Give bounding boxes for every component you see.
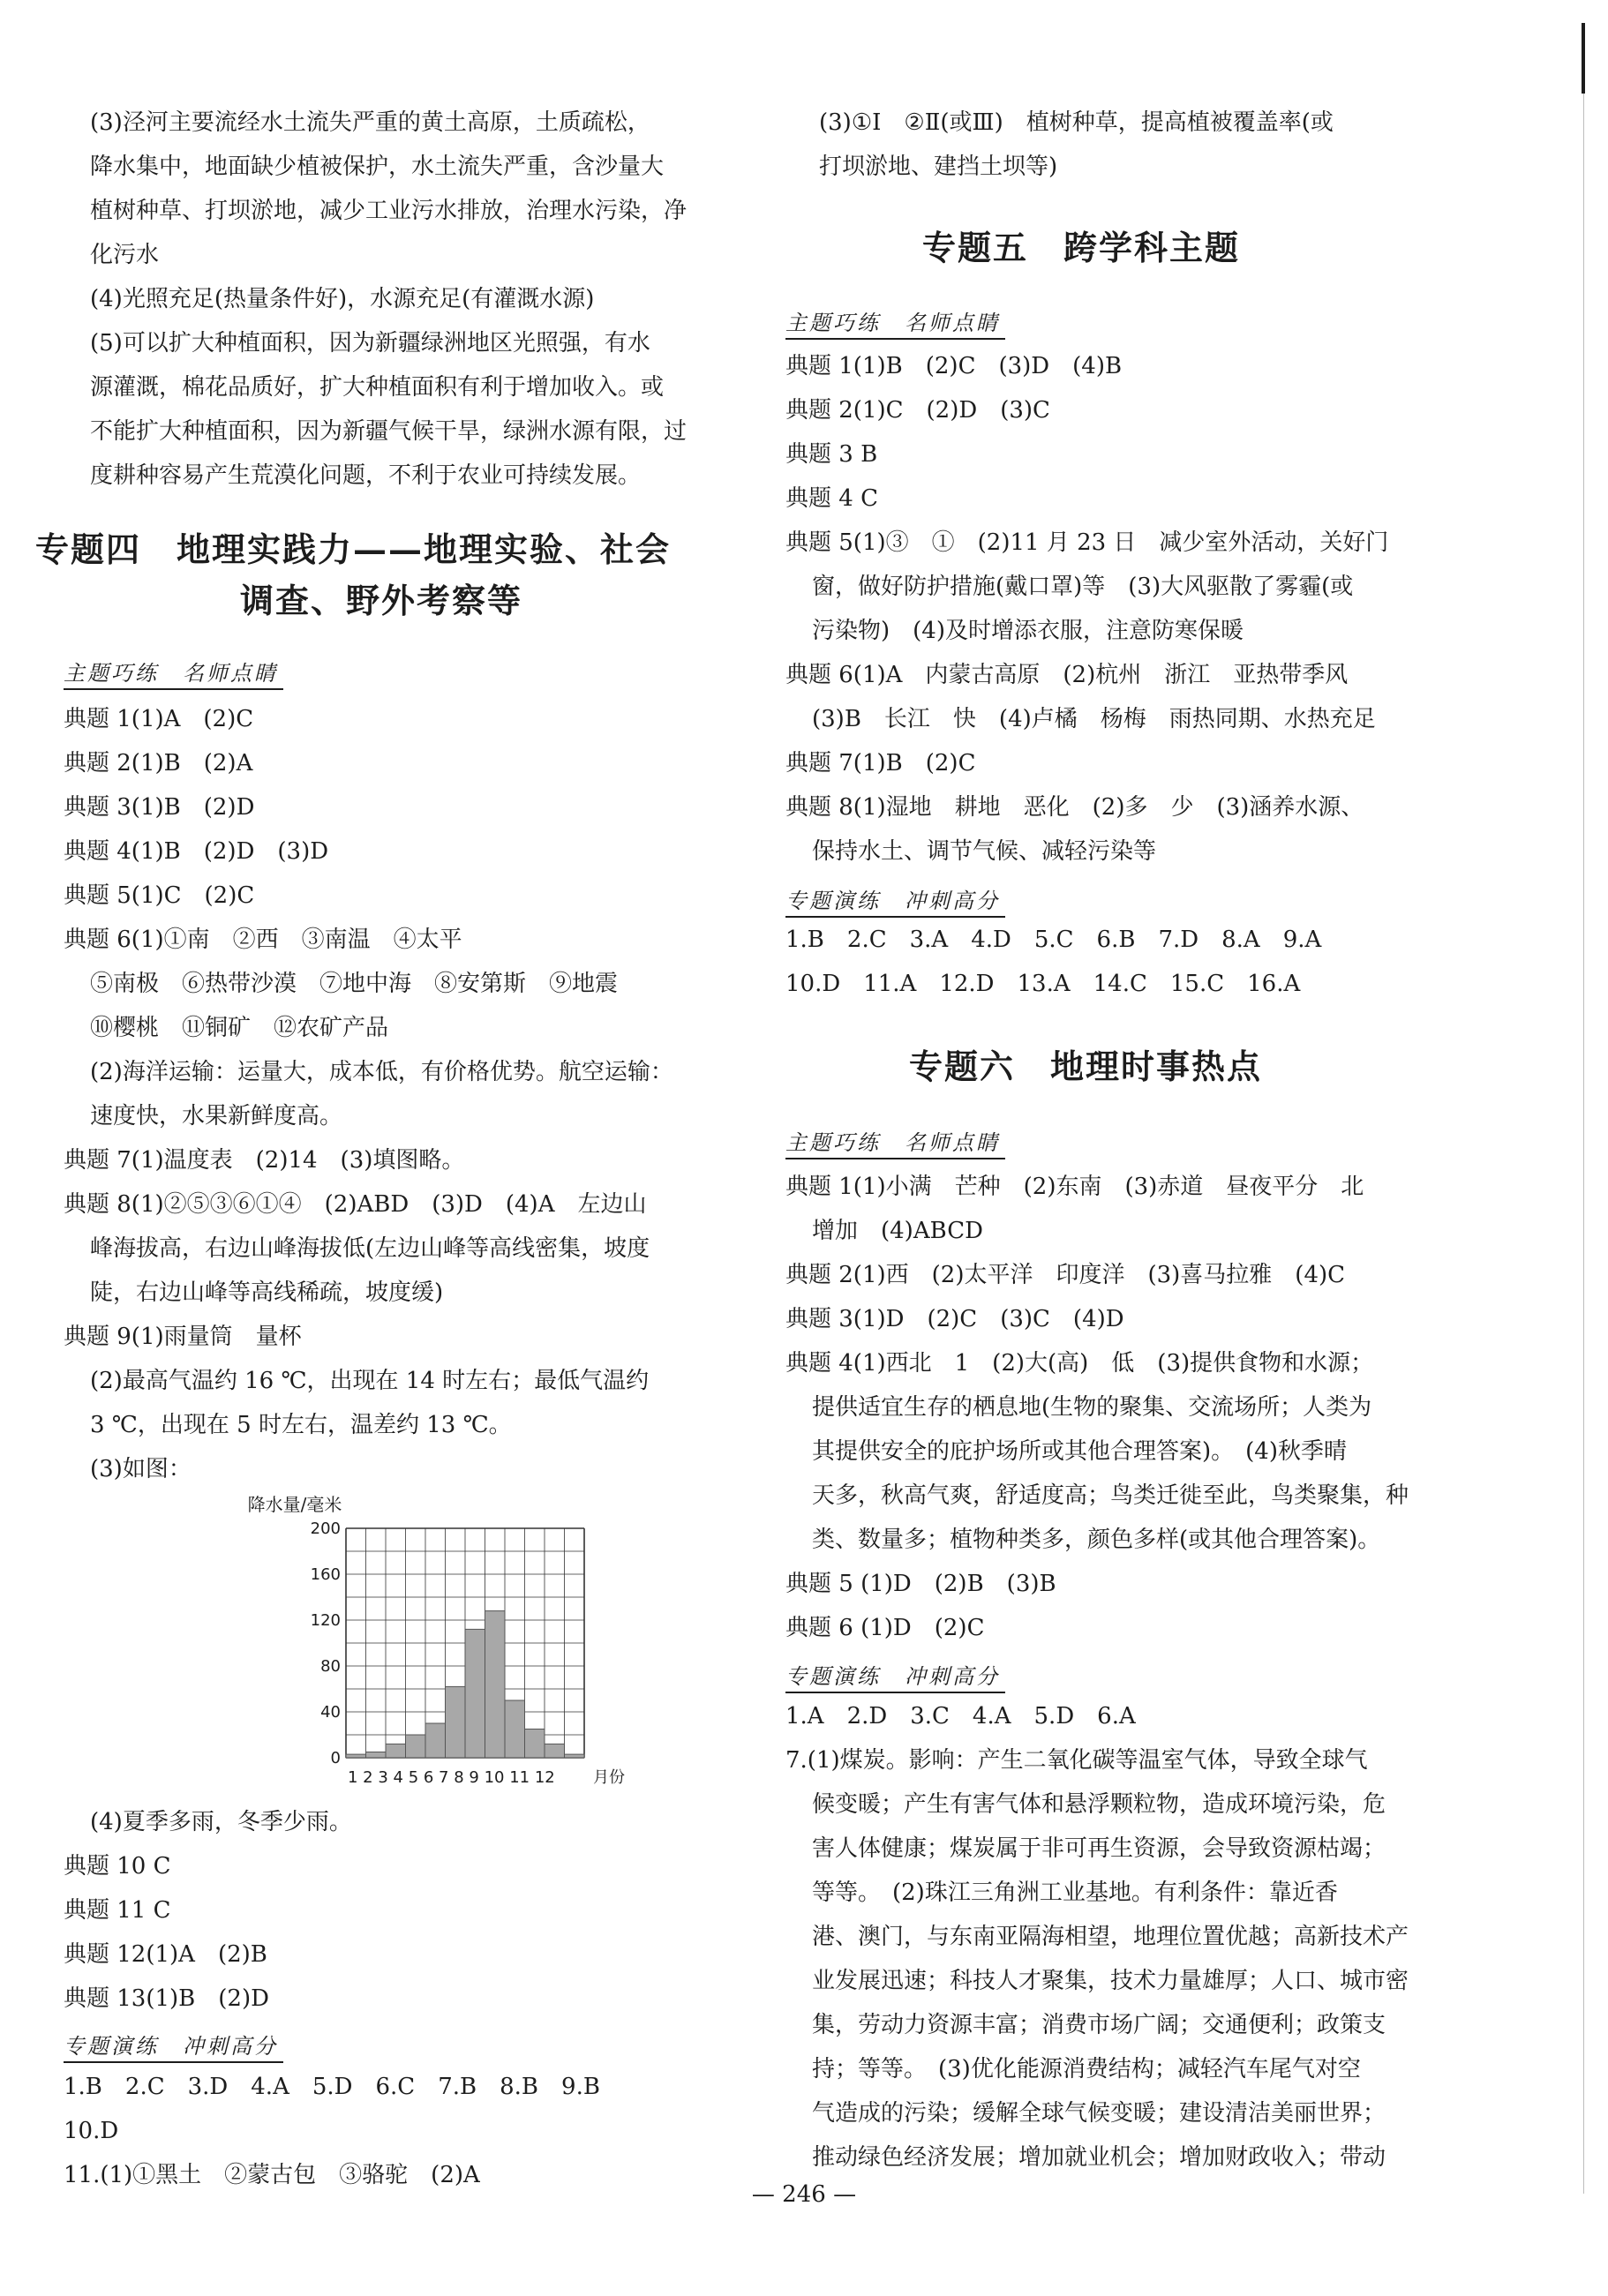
chart-xlabel: 月份 xyxy=(593,1768,625,1787)
answer-line: 化污水 xyxy=(90,242,160,268)
answer-line: 典题 12(1)A (2)B xyxy=(64,1941,267,1968)
answer-line: 典题 3(1)D (2)C (3)C (4)D xyxy=(785,1306,1124,1332)
chart-y-tick-label: 200 xyxy=(310,1519,341,1538)
answer-line: 典题 2(1)西 (2)太平洋 印度洋 (3)喜马拉雅 (4)C xyxy=(785,1262,1346,1288)
answer-line: 陡，右边山峰等高线稀疏，坡度缓) xyxy=(90,1279,444,1306)
chart-bar-month-8 xyxy=(485,1611,506,1758)
answer-line: 10.D 11.A 12.D 13.A 14.C 15.C 16.A xyxy=(785,971,1301,997)
answer-line: 1.B 2.C 3.A 4.D 5.C 6.B 7.D 8.A 9.A xyxy=(785,927,1322,953)
answer-line: (5)可以扩大种植面积，因为新疆绿洲地区光照强，有水 xyxy=(90,330,650,356)
answer-line: (3)如图： xyxy=(90,1456,192,1482)
chart-y-tick-label: 160 xyxy=(310,1565,341,1584)
chart-bar-month-11 xyxy=(545,1744,565,1758)
answer-line: 3 ℃，出现在 5 时左右，温差约 13 ℃。 xyxy=(90,1412,512,1438)
answer-line: 峰海拔高，右边山峰海拔低(左边山峰等高线密集，坡度 xyxy=(90,1235,650,1262)
answer-line: 典题 4(1)B (2)D (3)D xyxy=(64,838,329,865)
chart-bar-month-10 xyxy=(525,1730,545,1759)
answer-line: 度耕种容易产生荒漠化问题，不利于农业可持续发展。 xyxy=(90,462,642,489)
answer-line: 典题 2(1)B (2)A xyxy=(64,750,253,777)
chart-ylabel: 降水量/毫米 xyxy=(247,1494,342,1515)
answer-line: 不能扩大种植面积，因为新疆气候干旱，绿洲水源有限，过 xyxy=(90,418,688,445)
answer-line: 典题 3(1)B (2)D xyxy=(64,794,255,821)
answer-line: 降水集中，地面缺少植被保护，水土流失严重，含沙量大 xyxy=(90,154,665,180)
chart-bar-month-9 xyxy=(505,1700,525,1758)
page-number: — 246 — xyxy=(751,2181,857,2208)
answer-line: 港、澳门，与东南亚隔海相望，地理位置优越；高新技术产 xyxy=(812,1924,1409,1950)
answer-line: (3)B 长江 快 (4)卢橘 杨梅 雨热同期、水热充足 xyxy=(812,706,1376,732)
answer-line: 典题 6 (1)D (2)C xyxy=(785,1615,985,1641)
answer-line: 典题 1(1)小满 芒种 (2)东南 (3)赤道 昼夜平分 北 xyxy=(785,1174,1364,1200)
answer-line: 10.D xyxy=(64,2118,119,2144)
answer-line: (2)海洋运输：运量大，成本低，有价格优势。航空运输： xyxy=(90,1059,673,1085)
answer-line: 其提供安全的庇护场所或其他合理答案)。 (4)秋季晴 xyxy=(812,1438,1347,1465)
answer-line: 类、数量多；植物种类多，颜色多样(或其他合理答案)。 xyxy=(812,1527,1381,1553)
page-edge-line xyxy=(1583,94,1584,2194)
answer-line: 天多，秋高气爽，舒适度高；鸟类迁徙至此，鸟类聚集，种 xyxy=(812,1482,1409,1509)
answer-line: (4)夏季多雨，冬季少雨。 xyxy=(90,1809,352,1835)
answer-line: 速度快，水果新鲜度高。 xyxy=(90,1103,343,1129)
answer-line: 候变暖；产生有害气体和悬浮颗粒物，造成环境污染，危 xyxy=(812,1791,1386,1818)
answer-line: 典题 13(1)B (2)D xyxy=(64,1985,269,2012)
chart-bar-month-7 xyxy=(465,1629,485,1758)
answer-line: 1.B 2.C 3.D 4.A 5.D 6.C 7.B 8.B 9.B xyxy=(64,2074,600,2100)
answer-line: 典题 2(1)C (2)D (3)C xyxy=(785,397,1050,424)
answer-line: 典题 11 C xyxy=(64,1897,171,1924)
answer-line: 典题 5(1)C (2)C xyxy=(64,882,255,909)
chart-bar-month-1 xyxy=(346,1754,366,1758)
page-edge-mark xyxy=(1582,23,1585,94)
answer-line: 业发展迅速；科技人才聚集，技术力量雄厚；人口、城市密 xyxy=(812,1968,1409,1994)
section-tag: 主题巧练 名师点睛 xyxy=(785,305,1000,336)
answer-line: 源灌溉，棉花品质好，扩大种植面积有利于增加收入。或 xyxy=(90,374,665,401)
answer-line: 典题 9(1)雨量筒 量杯 xyxy=(64,1324,302,1350)
answer-line: 典题 7(1)温度表 (2)14 (3)填图略。 xyxy=(64,1147,465,1174)
answer-line: 保持水土、调节气候、减轻污染等 xyxy=(812,838,1157,865)
answer-line: 气造成的污染；缓解全球气候变暖；建设清洁美丽世界； xyxy=(812,2100,1386,2127)
answer-line: 典题 5 (1)D (2)B (3)B xyxy=(785,1571,1056,1597)
section-tag: 主题巧练 名师点睛 xyxy=(785,1125,1000,1156)
answer-line: 7.(1)煤炭。影响：产生二氧化碳等温室气体，导致全球气 xyxy=(785,1747,1368,1774)
answer-line: 典题 1(1)B (2)C (3)D (4)B xyxy=(785,353,1123,379)
answer-line: 典题 6(1)A 内蒙古高原 (2)杭州 浙江 亚热带季风 xyxy=(785,662,1349,688)
chart-bar-month-6 xyxy=(446,1686,466,1758)
answer-line: 1.A 2.D 3.C 4.A 5.D 6.A xyxy=(785,1703,1136,1730)
answer-line: 典题 4 C xyxy=(785,485,878,512)
answer-line: 典题 8(1)湿地 耕地 恶化 (2)多 少 (3)涵养水源、 xyxy=(785,794,1364,821)
answer-line: 污染物) (4)及时增添衣服，注意防寒保暖 xyxy=(812,618,1244,644)
answer-line: 等等。 (2)珠江三角洲工业基地。有利条件：靠近香 xyxy=(812,1880,1338,1906)
answer-line: 植树种草、打坝淤地，减少工业污水排放，治理水污染，净 xyxy=(90,198,688,224)
chart-y-ticks xyxy=(311,1519,341,1767)
answer-line: 提供适宜生存的栖息地(生物的聚集、交流场所；人类为 xyxy=(812,1394,1372,1421)
section-heading-6: 专题六 地理时事热点 xyxy=(909,1047,1263,1086)
section-tag: 专题演练 冲刺高分 xyxy=(64,2029,278,2060)
answer-line: ⑤南极 ⑥热带沙漠 ⑦地中海 ⑧安第斯 ⑨地震 xyxy=(90,971,619,997)
answer-line: 持；等等。 (3)优化能源消费结构；减轻汽车尾气对空 xyxy=(812,2056,1361,2082)
answer-line: (3)①Ⅰ ②Ⅱ(或Ⅲ) 植树种草，提高植被覆盖率(或 xyxy=(819,109,1334,136)
answer-line: 典题 10 C xyxy=(64,1853,171,1880)
answer-line: 典题 7(1)B (2)C xyxy=(785,750,976,777)
answer-line: 增加 (4)ABCD xyxy=(812,1218,983,1244)
answer-line: (3)泾河主要流经水土流失严重的黄土高原，土质疏松， xyxy=(90,109,650,136)
section-tag: 专题演练 冲刺高分 xyxy=(785,1659,1000,1690)
chart-y-tick-label: 40 xyxy=(320,1703,341,1722)
chart-bar-month-2 xyxy=(366,1752,387,1759)
chart-bar-month-3 xyxy=(386,1744,406,1758)
chart-bars xyxy=(346,1611,584,1758)
answer-line: (4)光照充足(热量条件好)，水源充足(有灌溉水源) xyxy=(90,286,595,312)
answer-line: 打坝淤地、建挡土坝等) xyxy=(819,154,1058,180)
answer-line: 推动绿色经济发展；增加就业机会；增加财政收入；带动 xyxy=(812,2144,1386,2171)
chart-bar-month-4 xyxy=(406,1735,426,1758)
chart-y-tick-label: 80 xyxy=(320,1657,341,1676)
answer-line: 典题 1(1)A (2)C xyxy=(64,706,254,732)
answer-line: ⑩樱桃 ⑪铜矿 ⑫农矿产品 xyxy=(90,1015,389,1041)
chart-bar-month-12 xyxy=(565,1754,585,1758)
answer-line: (2)最高气温约 16 ℃，出现在 14 时左右；最低气温约 xyxy=(90,1368,650,1394)
answer-line: 害人体健康；煤炭属于非可再生资源，会导致资源枯竭； xyxy=(812,1835,1386,1862)
section-tag: 主题巧练 名师点睛 xyxy=(64,656,278,687)
chart-x-tick-labels: 1 2 3 4 5 6 7 8 9 10 11 12 xyxy=(348,1768,555,1787)
answer-line: 集，劳动力资源丰富；消费市场广阔；交通便利；政策支 xyxy=(812,2012,1386,2038)
precipitation-chart xyxy=(214,1491,673,1791)
answer-line: 典题 3 B xyxy=(785,441,878,468)
answer-line: 典题 5(1)③ ① (2)11 月 23 日 减少室外活动，关好门 xyxy=(785,529,1389,556)
answer-line: 典题 8(1)②⑤③⑥①④ (2)ABD (3)D (4)A 左边山 xyxy=(64,1191,647,1218)
section-tag: 专题演练 冲刺高分 xyxy=(785,883,1000,914)
answer-line: 典题 4(1)西北 1 (2)大(高) 低 (3)提供食物和水源； xyxy=(785,1350,1374,1377)
chart-y-tick-label: 120 xyxy=(310,1611,341,1630)
chart-y-tick-label: 0 xyxy=(330,1749,341,1767)
chart-bar-month-5 xyxy=(425,1723,446,1758)
answer-line: 11.(1)①黑土 ②蒙古包 ③骆驼 (2)A xyxy=(64,2162,480,2188)
section-heading-4: 专题四 地理实践力——地理实验、社会 xyxy=(35,529,672,569)
answer-line: 窗，做好防护措施(戴口罩)等 (3)大风驱散了雾霾(或 xyxy=(812,574,1354,600)
answer-line: 典题 6(1)①南 ②西 ③南温 ④太平 xyxy=(64,927,462,953)
section-heading-4-cont: 调查、野外考察等 xyxy=(240,581,523,620)
section-heading-5: 专题五 跨学科主题 xyxy=(922,228,1241,267)
